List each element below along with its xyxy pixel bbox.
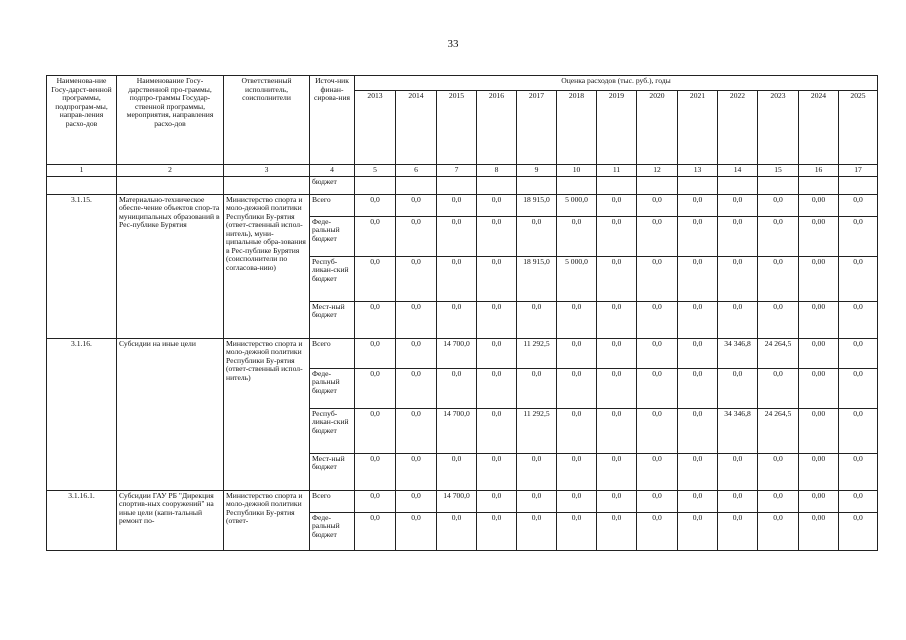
- amount-cell: 0,0: [517, 216, 557, 256]
- amount-cell: 0,0: [637, 301, 678, 338]
- year-header: 2013: [355, 91, 396, 165]
- amount-cell: 0,0: [758, 194, 799, 216]
- amount-cell: 0,0: [557, 453, 597, 490]
- amount-cell: 0,0: [637, 453, 678, 490]
- column-number: 15: [758, 165, 799, 177]
- empty-cell: [355, 176, 396, 194]
- header-col-1: Наименова-ние Госу-дарст-венной программы, подпрограм-мы, направ-ления расхо-дов: [47, 76, 117, 165]
- amount-cell: 0,0: [678, 368, 718, 408]
- amount-cell: 0,0: [718, 256, 758, 301]
- table-row: [47, 194, 878, 216]
- amount-cell: 0,0: [718, 368, 758, 408]
- funding-source: Респуб-ликан-ский бюджет: [310, 256, 355, 301]
- column-number: 3: [224, 165, 310, 177]
- amount-cell: 0,0: [396, 338, 437, 368]
- header-col-2: Наименование Госу-дарственной про-граммы, подпро-граммы Государ-ственной программы, мероприятия, направления расхо-дов: [117, 76, 224, 165]
- numbering-row: [47, 165, 878, 177]
- empty-cell: [117, 176, 224, 194]
- amount-cell: 0,0: [477, 256, 517, 301]
- column-number: 10: [557, 165, 597, 177]
- item-executor: Министерство спорта и моло-дежной политики Республики Бу-рятия (ответ-: [224, 490, 310, 550]
- empty-cell: [437, 176, 477, 194]
- carry-over-row: [47, 176, 878, 194]
- amount-cell: 0,0: [557, 301, 597, 338]
- header-row: [47, 76, 878, 91]
- year-header: 2020: [637, 91, 678, 165]
- year-header: 2024: [799, 91, 839, 165]
- funding-source: Мест-ный бюджет: [310, 301, 355, 338]
- item-code: 3.1.16.: [47, 338, 117, 490]
- amount-cell: 0,0: [477, 368, 517, 408]
- amount-cell: 0,0: [597, 338, 637, 368]
- item-code: 3.1.16.1.: [47, 490, 117, 550]
- item-code: 3.1.15.: [47, 194, 117, 338]
- amount-cell: 0,0: [396, 368, 437, 408]
- amount-cell: 0,0: [355, 453, 396, 490]
- year-header: 2023: [758, 91, 799, 165]
- empty-cell: [557, 176, 597, 194]
- amount-cell: 0,0: [839, 338, 878, 368]
- funding-source: Всего: [310, 338, 355, 368]
- amount-cell: 0,0: [758, 256, 799, 301]
- amount-cell: 0,00: [799, 256, 839, 301]
- amount-cell: 0,0: [597, 368, 637, 408]
- column-number: 13: [678, 165, 718, 177]
- amount-cell: 0,0: [396, 453, 437, 490]
- amount-cell: 0,0: [355, 512, 396, 550]
- funding-source: Мест-ный бюджет: [310, 453, 355, 490]
- amount-cell: 0,0: [477, 453, 517, 490]
- amount-cell: 0,0: [637, 194, 678, 216]
- amount-cell: 0,0: [517, 512, 557, 550]
- amount-cell: 0,00: [799, 338, 839, 368]
- column-number: 6: [396, 165, 437, 177]
- column-number: 9: [517, 165, 557, 177]
- year-header: 2016: [477, 91, 517, 165]
- amount-cell: 0,0: [396, 256, 437, 301]
- amount-cell: 0,0: [557, 408, 597, 453]
- amount-cell: 0,0: [839, 512, 878, 550]
- amount-cell: 0,0: [637, 368, 678, 408]
- amount-cell: 5 000,0: [557, 194, 597, 216]
- amount-cell: 0,0: [597, 490, 637, 512]
- amount-cell: 14 700,0: [437, 490, 477, 512]
- amount-cell: 0,0: [839, 453, 878, 490]
- amount-cell: 0,0: [597, 194, 637, 216]
- amount-cell: 0,0: [396, 301, 437, 338]
- amount-cell: 0,0: [355, 338, 396, 368]
- amount-cell: 0,0: [678, 216, 718, 256]
- amount-cell: 0,0: [678, 512, 718, 550]
- amount-cell: 0,0: [637, 490, 678, 512]
- amount-cell: 0,0: [437, 216, 477, 256]
- amount-cell: 14 700,0: [437, 338, 477, 368]
- amount-cell: 0,0: [477, 216, 517, 256]
- amount-cell: 0,0: [396, 408, 437, 453]
- funding-source: Феде-ральный бюджет: [310, 512, 355, 550]
- amount-cell: 0,0: [637, 512, 678, 550]
- column-number: 8: [477, 165, 517, 177]
- year-header: 2021: [678, 91, 718, 165]
- amount-cell: 0,0: [718, 216, 758, 256]
- table-row: [47, 338, 878, 368]
- year-header: 2017: [517, 91, 557, 165]
- amount-cell: 0,0: [477, 490, 517, 512]
- item-executor: Министерство спорта и моло-дежной политики Республики Бу-рятия (ответ-ственный испол-нитель): [224, 338, 310, 490]
- item-name: Материально-техническое обеспе-чение объектов спор-та муниципальных образований в Рес-публике Бурятия: [117, 194, 224, 338]
- empty-cell: [678, 176, 718, 194]
- amount-cell: 0,0: [597, 453, 637, 490]
- table-row: [47, 490, 878, 512]
- amount-cell: 0,00: [799, 368, 839, 408]
- funding-source: Феде-ральный бюджет: [310, 368, 355, 408]
- amount-cell: 34 346,8: [718, 408, 758, 453]
- amount-cell: 0,0: [557, 490, 597, 512]
- amount-cell: 0,0: [678, 194, 718, 216]
- amount-cell: 0,0: [678, 490, 718, 512]
- header-col-3: Ответственный исполнитель, соисполнители: [224, 76, 310, 165]
- year-header: 2025: [839, 91, 878, 165]
- funding-source: Феде-ральный бюджет: [310, 216, 355, 256]
- item-executor: Министерство спорта и моло-дежной политики Республики Бу-рятия (ответ-ственный испол-нитель), муни-ципальные обра-зования в Рес-публике Бурятия (соисполнители по согласова-нию): [224, 194, 310, 338]
- amount-cell: 0,0: [355, 368, 396, 408]
- amount-cell: 0,0: [758, 368, 799, 408]
- amount-cell: 0,0: [557, 338, 597, 368]
- amount-cell: 0,0: [678, 301, 718, 338]
- amount-cell: 0,0: [396, 194, 437, 216]
- amount-cell: 0,0: [678, 408, 718, 453]
- empty-cell: [799, 176, 839, 194]
- amount-cell: 0,0: [839, 194, 878, 216]
- column-number: 4: [310, 165, 355, 177]
- amount-cell: 0,0: [597, 512, 637, 550]
- amount-cell: 18 915,0: [517, 194, 557, 216]
- amount-cell: 0,0: [637, 256, 678, 301]
- amount-cell: 0,0: [557, 512, 597, 550]
- amount-cell: 0,0: [758, 301, 799, 338]
- amount-cell: 24 264,5: [758, 338, 799, 368]
- amount-cell: 0,0: [437, 194, 477, 216]
- amount-cell: 0,0: [637, 338, 678, 368]
- amount-cell: 0,0: [517, 490, 557, 512]
- amount-cell: 0,00: [799, 194, 839, 216]
- empty-cell: [47, 176, 117, 194]
- amount-cell: 0,0: [839, 301, 878, 338]
- year-header: 2022: [718, 91, 758, 165]
- amount-cell: 0,0: [355, 301, 396, 338]
- empty-cell: [517, 176, 557, 194]
- column-number: 12: [637, 165, 678, 177]
- amount-cell: 0,00: [799, 301, 839, 338]
- funding-source: Всего: [310, 194, 355, 216]
- amount-cell: 0,0: [839, 408, 878, 453]
- budget-table: [46, 75, 878, 551]
- amount-cell: 0,00: [799, 512, 839, 550]
- amount-cell: 0,0: [437, 512, 477, 550]
- amount-cell: 0,0: [396, 512, 437, 550]
- amount-cell: 0,0: [597, 256, 637, 301]
- amount-cell: 0,00: [799, 453, 839, 490]
- amount-cell: 11 292,5: [517, 408, 557, 453]
- item-name: Субсидии на иные цели: [117, 338, 224, 490]
- amount-cell: 24 264,5: [758, 408, 799, 453]
- amount-cell: 0,0: [477, 194, 517, 216]
- funding-source: Респуб-ликан-ский бюджет: [310, 408, 355, 453]
- empty-cell: [597, 176, 637, 194]
- amount-cell: 0,0: [839, 490, 878, 512]
- amount-cell: 0,0: [758, 512, 799, 550]
- amount-cell: 0,0: [718, 194, 758, 216]
- amount-cell: 0,0: [758, 490, 799, 512]
- amount-cell: 0,0: [839, 256, 878, 301]
- amount-cell: 0,00: [799, 216, 839, 256]
- amount-cell: 0,0: [758, 453, 799, 490]
- amount-cell: 18 915,0: [517, 256, 557, 301]
- amount-cell: 0,0: [477, 408, 517, 453]
- empty-cell: [396, 176, 437, 194]
- amount-cell: 0,0: [396, 490, 437, 512]
- amount-cell: 0,0: [477, 301, 517, 338]
- empty-cell: [224, 176, 310, 194]
- header-estimate: Оценка расходов (тыс. руб.), годы: [355, 76, 878, 91]
- year-header: 2015: [437, 91, 477, 165]
- year-header: 2019: [597, 91, 637, 165]
- amount-cell: 0,0: [637, 216, 678, 256]
- amount-cell: 0,0: [355, 194, 396, 216]
- amount-cell: 0,0: [355, 408, 396, 453]
- amount-cell: 0,0: [517, 301, 557, 338]
- amount-cell: 0,0: [678, 453, 718, 490]
- amount-cell: 0,0: [718, 301, 758, 338]
- funding-source: Всего: [310, 490, 355, 512]
- amount-cell: 0,0: [477, 338, 517, 368]
- amount-cell: 0,0: [557, 368, 597, 408]
- page-number: 33: [447, 38, 459, 50]
- year-header: 2014: [396, 91, 437, 165]
- amount-cell: 0,0: [517, 368, 557, 408]
- amount-cell: 0,0: [557, 216, 597, 256]
- column-number: 1: [47, 165, 117, 177]
- column-number: 14: [718, 165, 758, 177]
- amount-cell: 0,0: [678, 256, 718, 301]
- amount-cell: 0,0: [477, 512, 517, 550]
- column-number: 5: [355, 165, 396, 177]
- empty-cell: [477, 176, 517, 194]
- column-number: 16: [799, 165, 839, 177]
- amount-cell: 0,0: [597, 301, 637, 338]
- amount-cell: 0,0: [437, 453, 477, 490]
- amount-cell: 0,0: [396, 216, 437, 256]
- column-number: 7: [437, 165, 477, 177]
- empty-cell: [758, 176, 799, 194]
- amount-cell: 0,0: [355, 490, 396, 512]
- amount-cell: 0,0: [839, 368, 878, 408]
- amount-cell: 0,0: [437, 368, 477, 408]
- amount-cell: 0,0: [678, 338, 718, 368]
- amount-cell: 11 292,5: [517, 338, 557, 368]
- column-number: 17: [839, 165, 878, 177]
- amount-cell: 14 700,0: [437, 408, 477, 453]
- amount-cell: 0,0: [517, 453, 557, 490]
- amount-cell: 5 000,0: [557, 256, 597, 301]
- amount-cell: 0,0: [437, 301, 477, 338]
- amount-cell: 0,0: [718, 512, 758, 550]
- amount-cell: 0,0: [597, 408, 637, 453]
- item-name: Субсидии ГАУ РБ "Дирекция спортив-ных сооружений" на иные цели (капи-тальный ремонт по-: [117, 490, 224, 550]
- amount-cell: 0,0: [718, 453, 758, 490]
- amount-cell: 0,0: [839, 216, 878, 256]
- amount-cell: 0,0: [437, 256, 477, 301]
- amount-cell: 0,0: [758, 216, 799, 256]
- amount-cell: 0,0: [355, 216, 396, 256]
- amount-cell: 34 346,8: [718, 338, 758, 368]
- header-col-4: Источ-ник финан-сирова-ния: [310, 76, 355, 165]
- empty-cell: [718, 176, 758, 194]
- empty-cell: [839, 176, 878, 194]
- amount-cell: 0,0: [355, 256, 396, 301]
- year-header: 2018: [557, 91, 597, 165]
- empty-cell: [637, 176, 678, 194]
- funding-source: бюджет: [310, 176, 355, 194]
- column-number: 11: [597, 165, 637, 177]
- amount-cell: 0,00: [799, 490, 839, 512]
- amount-cell: 0,00: [799, 408, 839, 453]
- amount-cell: 0,0: [637, 408, 678, 453]
- column-number: 2: [117, 165, 224, 177]
- amount-cell: 0,0: [597, 216, 637, 256]
- amount-cell: 0,0: [718, 490, 758, 512]
